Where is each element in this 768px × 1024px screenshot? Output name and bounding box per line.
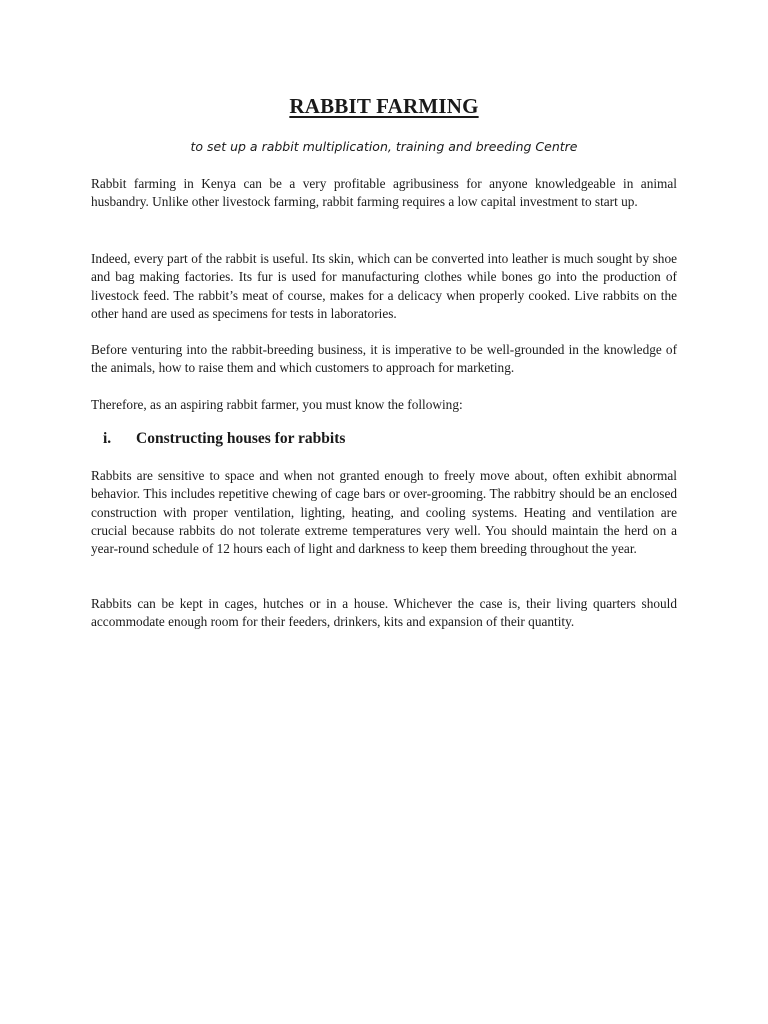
paragraph-therefore: Therefore, as an aspiring rabbit farmer, you must know the following: <box>91 397 463 412</box>
paragraph-intro: Rabbit farming in Kenya can be a very profitable agribusiness for anyone knowledgeable in animal husbandry. Unlike other livestock farming, rabbit farming requires a low capital investment to start up. <box>91 176 677 210</box>
paragraph-uses: Indeed, every part of the rabbit is useful. Its skin, which can be converted into leather is much sought by shoe and bag making factories. Its fur is used for manufacturing clothes while bones go into the production of livestock feed. The rabbit’s meat of course, makes for a delicacy when properly cooked. Live rabbits on the other hand are used as specimens for tests in laboratories. <box>91 251 677 321</box>
paragraph-before-venturing: Before venturing into the rabbit-breeding business, it is imperative to be well-grounded in the knowledge of the animals, how to raise them and which customers to approach for marketing. <box>91 342 677 376</box>
section-heading-text: Constructing houses for rabbits <box>136 430 346 447</box>
paragraph-space: Rabbits are sensitive to space and when not granted enough to freely move about, often exhibit abnormal behavior. This includes repetitive chewing of cage bars or over-grooming. The rabbitry should be an enclosed construction with proper ventilation, lighting, heating, and cooling systems. Heating and ventilation are crucial because rabbits do not tolerate extreme temperatures very well. You should maintain the herd on a year-round schedule of 12 hours each of light and darkness to keep them breeding throughout the year. <box>91 468 677 557</box>
section-heading <box>103 430 663 448</box>
section-number: i. <box>103 430 112 447</box>
page-subtitle: to set up a rabbit multiplication, training and breeding Centre <box>190 139 578 154</box>
page-title: RABBIT FARMING <box>289 94 479 118</box>
paragraph-cages: Rabbits can be kept in cages, hutches or in a house. Whichever the case is, their living quarters should accommodate enough room for their feeders, drinkers, kits and expansion of their quantity. <box>91 596 677 630</box>
